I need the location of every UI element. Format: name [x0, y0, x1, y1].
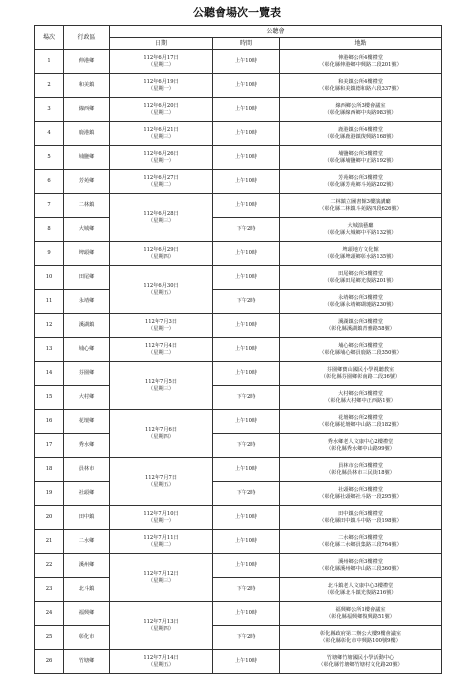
header-district: 行政區: [64, 26, 110, 50]
venue-address: （彰化縣鹿港鎮復興路168號）: [324, 133, 397, 140]
location-cell: [280, 170, 442, 194]
table-row: [35, 194, 442, 218]
date-cell: [110, 530, 213, 554]
venue-address: （彰化縣竹塘鄉竹塘村文化路20號）: [318, 661, 403, 668]
venue-address: （彰化縣田尾鄉光復路201號）: [324, 277, 397, 284]
location-cell: [280, 530, 442, 554]
district-name: 北斗鎮: [64, 578, 110, 602]
time-cell: 上午10時: [213, 74, 280, 98]
time-cell: 上午10時: [213, 338, 280, 362]
district-name: 福興鄉: [64, 602, 110, 626]
district-name: 芬園鄉: [64, 362, 110, 386]
location-cell: [280, 74, 442, 98]
session-number: 6: [35, 170, 64, 194]
location-cell: [280, 410, 442, 434]
venue-name: 田中鎮公所3樓禮堂: [338, 510, 383, 517]
district-name: 彰化市: [64, 626, 110, 650]
weekday-text: （星期一）: [148, 325, 174, 332]
district-name: 和美鎮: [64, 74, 110, 98]
venue-address: （彰化縣線西鄉中央路983號）: [324, 109, 397, 116]
location-cell: [280, 314, 442, 338]
time-cell: 下午2時: [213, 434, 280, 458]
session-number: 7: [35, 194, 64, 218]
location-cell: [280, 146, 442, 170]
session-number: 17: [35, 434, 64, 458]
location-cell: [280, 458, 442, 482]
date-text: 112年7月14日: [143, 654, 179, 661]
district-name: 花壇鄉: [64, 410, 110, 434]
district-name: 鹿港鎮: [64, 122, 110, 146]
table-row: [35, 578, 442, 602]
venue-address: （彰化縣二林鎮斗苑路四段626號）: [319, 205, 402, 212]
venue-address: （彰化縣溪湖鎮青雅路58號）: [326, 325, 395, 332]
session-number: 14: [35, 362, 64, 386]
date-cell: [110, 242, 213, 266]
table-row: [35, 434, 442, 458]
district-name: 線西鄉: [64, 98, 110, 122]
header-session: 場次: [35, 26, 64, 50]
weekday-text: （星期五）: [148, 661, 174, 668]
weekday-text: （星期五）: [148, 481, 174, 488]
date-text: 112年6月26日: [143, 150, 179, 157]
weekday-text: （星期三）: [148, 217, 174, 224]
session-number: 22: [35, 554, 64, 578]
location-cell: [280, 218, 442, 242]
time-cell: 上午10時: [213, 650, 280, 674]
date-text: 112年7月6日: [144, 426, 178, 433]
page-title: 公聽會場次一覽表: [193, 6, 281, 19]
venue-name: 芳苑鄉公所3樓禮堂: [338, 174, 383, 181]
venue-name: 二林鎮立圖書館3樓演講廳: [330, 198, 391, 205]
table-body: [35, 50, 442, 674]
table-header: [35, 26, 442, 50]
district-name: 田中鎮: [64, 506, 110, 530]
date-cell: [110, 122, 213, 146]
weekday-text: （星期四）: [148, 625, 174, 632]
session-number: 10: [35, 266, 64, 290]
district-name: 溪州鄉: [64, 554, 110, 578]
table-row: [35, 530, 442, 554]
venue-name: 大村鄉公所3樓禮堂: [338, 390, 383, 397]
venue-address: （彰化縣員林市三民街18號）: [326, 469, 395, 476]
district-name: 溪湖鎮: [64, 314, 110, 338]
venue-name: 埔鹽鄉公所3樓禮堂: [338, 150, 383, 157]
time-cell: 下午2時: [213, 218, 280, 242]
district-name: 秀水鄉: [64, 434, 110, 458]
session-number: 9: [35, 242, 64, 266]
table-row: [35, 290, 442, 314]
time-cell: 下午2時: [213, 482, 280, 506]
weekday-text: （星期二）: [148, 541, 174, 548]
session-number: 16: [35, 410, 64, 434]
date-cell: [110, 602, 213, 650]
session-number: 21: [35, 530, 64, 554]
location-cell: [280, 386, 442, 410]
date-text: 112年7月11日: [143, 534, 179, 541]
table-row: [35, 50, 442, 74]
venue-name: 埔心鄉公所3樓禮堂: [338, 342, 383, 349]
district-name: 伸港鄉: [64, 50, 110, 74]
date-cell: [110, 338, 213, 362]
date-text: 112年7月4日: [144, 342, 178, 349]
venue-address: （彰化縣和美鎮德和路六段337號）: [319, 85, 402, 92]
table-row: [35, 554, 442, 578]
weekday-text: （星期五）: [148, 289, 174, 296]
weekday-text: （星期四）: [148, 253, 174, 260]
date-cell: [110, 170, 213, 194]
session-number: 24: [35, 602, 64, 626]
venue-address: （彰化縣花壇鄉中山路二段182號）: [319, 421, 402, 428]
date-cell: [110, 74, 213, 98]
venue-name: 社頭鄉公所3樓禮堂: [338, 486, 383, 493]
date-text: 112年6月21日: [143, 126, 179, 133]
time-cell: 上午10時: [213, 146, 280, 170]
time-cell: 上午10時: [213, 122, 280, 146]
header-location: 地點: [280, 38, 442, 50]
venue-name: 線西鄉公所3樓會議室: [335, 102, 386, 109]
date-cell: [110, 266, 213, 314]
district-name: 大村鄉: [64, 386, 110, 410]
time-cell: 上午10時: [213, 170, 280, 194]
table-row: [35, 242, 442, 266]
date-cell: [110, 650, 213, 674]
session-number: 8: [35, 218, 64, 242]
weekday-text: （星期二）: [148, 109, 174, 116]
location-cell: [280, 602, 442, 626]
venue-address: （彰化縣芳苑鄉斗苑路202號）: [324, 181, 397, 188]
session-number: 25: [35, 626, 64, 650]
time-cell: 上午10時: [213, 194, 280, 218]
table-row: [35, 266, 442, 290]
date-text: 112年6月29日: [143, 246, 179, 253]
time-cell: 上午10時: [213, 50, 280, 74]
table-row: [35, 338, 442, 362]
weekday-text: （星期一）: [148, 157, 174, 164]
weekday-text: （星期四）: [148, 433, 174, 440]
session-number: 20: [35, 506, 64, 530]
time-cell: 上午10時: [213, 242, 280, 266]
table-row: [35, 458, 442, 482]
table-row: [35, 386, 442, 410]
date-text: 112年6月19日: [143, 78, 179, 85]
venue-name: 永靖鄉公所3樓禮堂: [338, 294, 383, 301]
date-text: 112年6月30日: [143, 282, 179, 289]
venue-address: （彰化縣埤頭鄉彰水路135號）: [324, 253, 397, 260]
time-cell: 上午10時: [213, 410, 280, 434]
venue-name: 員林市公所3樓禮堂: [338, 462, 383, 469]
venue-name: 竹塘鄉竹塘國民小學活動中心: [326, 654, 395, 661]
date-cell: [110, 50, 213, 74]
district-name: 社頭鄉: [64, 482, 110, 506]
venue-address: （彰化縣田中鎮斗中路一段198號）: [319, 517, 402, 524]
venue-name: 彰化縣政府第二辦公大樓9樓會議室: [319, 630, 402, 637]
location-cell: [280, 434, 442, 458]
session-number: 23: [35, 578, 64, 602]
session-number: 15: [35, 386, 64, 410]
venue-address: （彰化縣埔鹽鄉中正路192號）: [324, 157, 397, 164]
time-cell: 上午10時: [213, 362, 280, 386]
header-time: 時間: [213, 38, 280, 50]
venue-name: 二水鄉公所3樓禮堂: [338, 534, 383, 541]
time-cell: 上午10時: [213, 530, 280, 554]
date-cell: [110, 362, 213, 410]
table-row: [35, 482, 442, 506]
date-text: 112年6月28日: [143, 210, 179, 217]
time-cell: 上午10時: [213, 602, 280, 626]
date-text: 112年7月10日: [143, 510, 179, 517]
time-cell: 上午10時: [213, 554, 280, 578]
time-cell: 上午10時: [213, 266, 280, 290]
venue-name: 鹿港鎮公所4樓禮堂: [338, 126, 383, 133]
location-cell: [280, 626, 442, 650]
venue-address: （彰化縣埔心鄉員鹿路二段350號）: [319, 349, 402, 356]
date-text: 112年6月20日: [143, 102, 179, 109]
date-text: 112年7月7日: [144, 474, 178, 481]
header-date: 日期: [110, 38, 213, 50]
venue-address: （彰化縣伸港鄉中興路二段201號）: [319, 61, 402, 68]
table-row: [35, 98, 442, 122]
location-cell: [280, 650, 442, 674]
time-cell: 下午2時: [213, 626, 280, 650]
schedule-table: [34, 25, 442, 674]
venue-name: 芬園鄉寶山國民小學視聽教室: [326, 366, 395, 373]
table-row: [35, 410, 442, 434]
location-cell: [280, 194, 442, 218]
table-row: [35, 626, 442, 650]
weekday-text: （星期二）: [148, 181, 174, 188]
district-name: 埔鹽鄉: [64, 146, 110, 170]
table-row: [35, 122, 442, 146]
table-row: [35, 650, 442, 674]
venue-address: （彰化縣彰化市中興路100號9樓）: [320, 637, 401, 644]
venue-name: 埤頭地方文化館: [342, 246, 379, 253]
district-name: 埤頭鄉: [64, 242, 110, 266]
date-cell: [110, 314, 213, 338]
session-number: 5: [35, 146, 64, 170]
date-text: 112年7月13日: [143, 618, 179, 625]
venue-address: （彰化縣大村鄉中正西路1號）: [325, 397, 396, 404]
location-cell: [280, 554, 442, 578]
district-name: 竹塘鄉: [64, 650, 110, 674]
session-number: 13: [35, 338, 64, 362]
location-cell: [280, 122, 442, 146]
venue-name: 北斗鎮老人文康中心3樓禮堂: [327, 582, 394, 589]
venue-name: 大城演藝廳: [347, 222, 374, 229]
date-text: 112年6月27日: [143, 174, 179, 181]
venue-name: 和美鎮公所4樓禮堂: [338, 78, 383, 85]
location-cell: [280, 98, 442, 122]
location-cell: [280, 338, 442, 362]
district-name: 員林市: [64, 458, 110, 482]
weekday-text: （星期三）: [148, 133, 174, 140]
session-number: 18: [35, 458, 64, 482]
location-cell: [280, 362, 442, 386]
session-number: 26: [35, 650, 64, 674]
date-cell: [110, 194, 213, 242]
time-cell: 上午10時: [213, 98, 280, 122]
venue-name: 秀水鄉老人文康中心2樓禮堂: [327, 438, 394, 445]
weekday-text: （星期三）: [148, 385, 174, 392]
table-row: [35, 506, 442, 530]
table-row: [35, 362, 442, 386]
location-cell: [280, 266, 442, 290]
date-text: 112年7月3日: [144, 318, 178, 325]
time-cell: 上午10時: [213, 314, 280, 338]
time-cell: 下午2時: [213, 290, 280, 314]
district-name: 永靖鄉: [64, 290, 110, 314]
venue-address: （彰化縣大城鄉中平路132號）: [324, 229, 397, 236]
table-row: [35, 146, 442, 170]
venue-name: 福興鄉公所1樓會議室: [335, 606, 386, 613]
venue-address: （彰化縣社頭鄉社斗路一段295號）: [319, 493, 402, 500]
date-cell: [110, 554, 213, 602]
district-name: 二林鎮: [64, 194, 110, 218]
date-cell: [110, 458, 213, 506]
district-name: 田尾鄉: [64, 266, 110, 290]
table-row: [35, 170, 442, 194]
district-name: 芳苑鄉: [64, 170, 110, 194]
venue-name: 伸港鄉公所4樓禮堂: [338, 54, 383, 61]
date-text: 112年6月17日: [143, 54, 179, 61]
location-cell: [280, 482, 442, 506]
time-cell: 下午2時: [213, 578, 280, 602]
header-hearing: 公聽會: [110, 26, 442, 38]
date-cell: [110, 98, 213, 122]
venue-address: （彰化縣芬園鄉彰南路二段36號）: [320, 373, 401, 380]
table-row: [35, 74, 442, 98]
time-cell: 下午2時: [213, 386, 280, 410]
venue-address: （彰化縣二水鄉員集路三段764號）: [319, 541, 402, 548]
date-text: 112年7月12日: [143, 570, 179, 577]
weekday-text: （星期三）: [148, 577, 174, 584]
session-number: 19: [35, 482, 64, 506]
venue-address: （彰化縣福興鄉復興路51號）: [326, 613, 395, 620]
weekday-text: （星期一）: [148, 85, 174, 92]
location-cell: [280, 50, 442, 74]
table-row: [35, 314, 442, 338]
weekday-text: （星期二）: [148, 61, 174, 68]
venue-name: 溪州鄉公所3樓禮堂: [338, 558, 383, 565]
district-name: 埔心鄉: [64, 338, 110, 362]
venue-name: 花壇鄉公所2樓禮堂: [338, 414, 383, 421]
date-cell: [110, 146, 213, 170]
time-cell: 上午10時: [213, 506, 280, 530]
venue-name: 溪湖鎮公所3樓禮堂: [338, 318, 383, 325]
session-number: 4: [35, 122, 64, 146]
location-cell: [280, 242, 442, 266]
table-row: [35, 602, 442, 626]
location-cell: [280, 578, 442, 602]
district-name: 二水鄉: [64, 530, 110, 554]
location-cell: [280, 506, 442, 530]
weekday-text: （星期一）: [148, 517, 174, 524]
venue-address: （彰化縣秀水鄉中山路99號）: [326, 445, 395, 452]
venue-name: 田尾鄉公所3樓禮堂: [338, 270, 383, 277]
date-cell: [110, 410, 213, 458]
session-number: 12: [35, 314, 64, 338]
table-row: [35, 218, 442, 242]
session-number: 1: [35, 50, 64, 74]
date-cell: [110, 506, 213, 530]
venue-address: （彰化縣北斗鎮光復路216號）: [324, 589, 397, 596]
district-name: 大城鄉: [64, 218, 110, 242]
date-text: 112年7月5日: [144, 378, 178, 385]
session-number: 3: [35, 98, 64, 122]
venue-address: （彰化縣溪州鄉中山路三段360號）: [319, 565, 402, 572]
location-cell: [280, 290, 442, 314]
session-number: 11: [35, 290, 64, 314]
time-cell: 上午10時: [213, 458, 280, 482]
weekday-text: （星期二）: [148, 349, 174, 356]
venue-address: （彰化縣永靖鄉瑚璉路230號）: [324, 301, 397, 308]
session-number: 2: [35, 74, 64, 98]
